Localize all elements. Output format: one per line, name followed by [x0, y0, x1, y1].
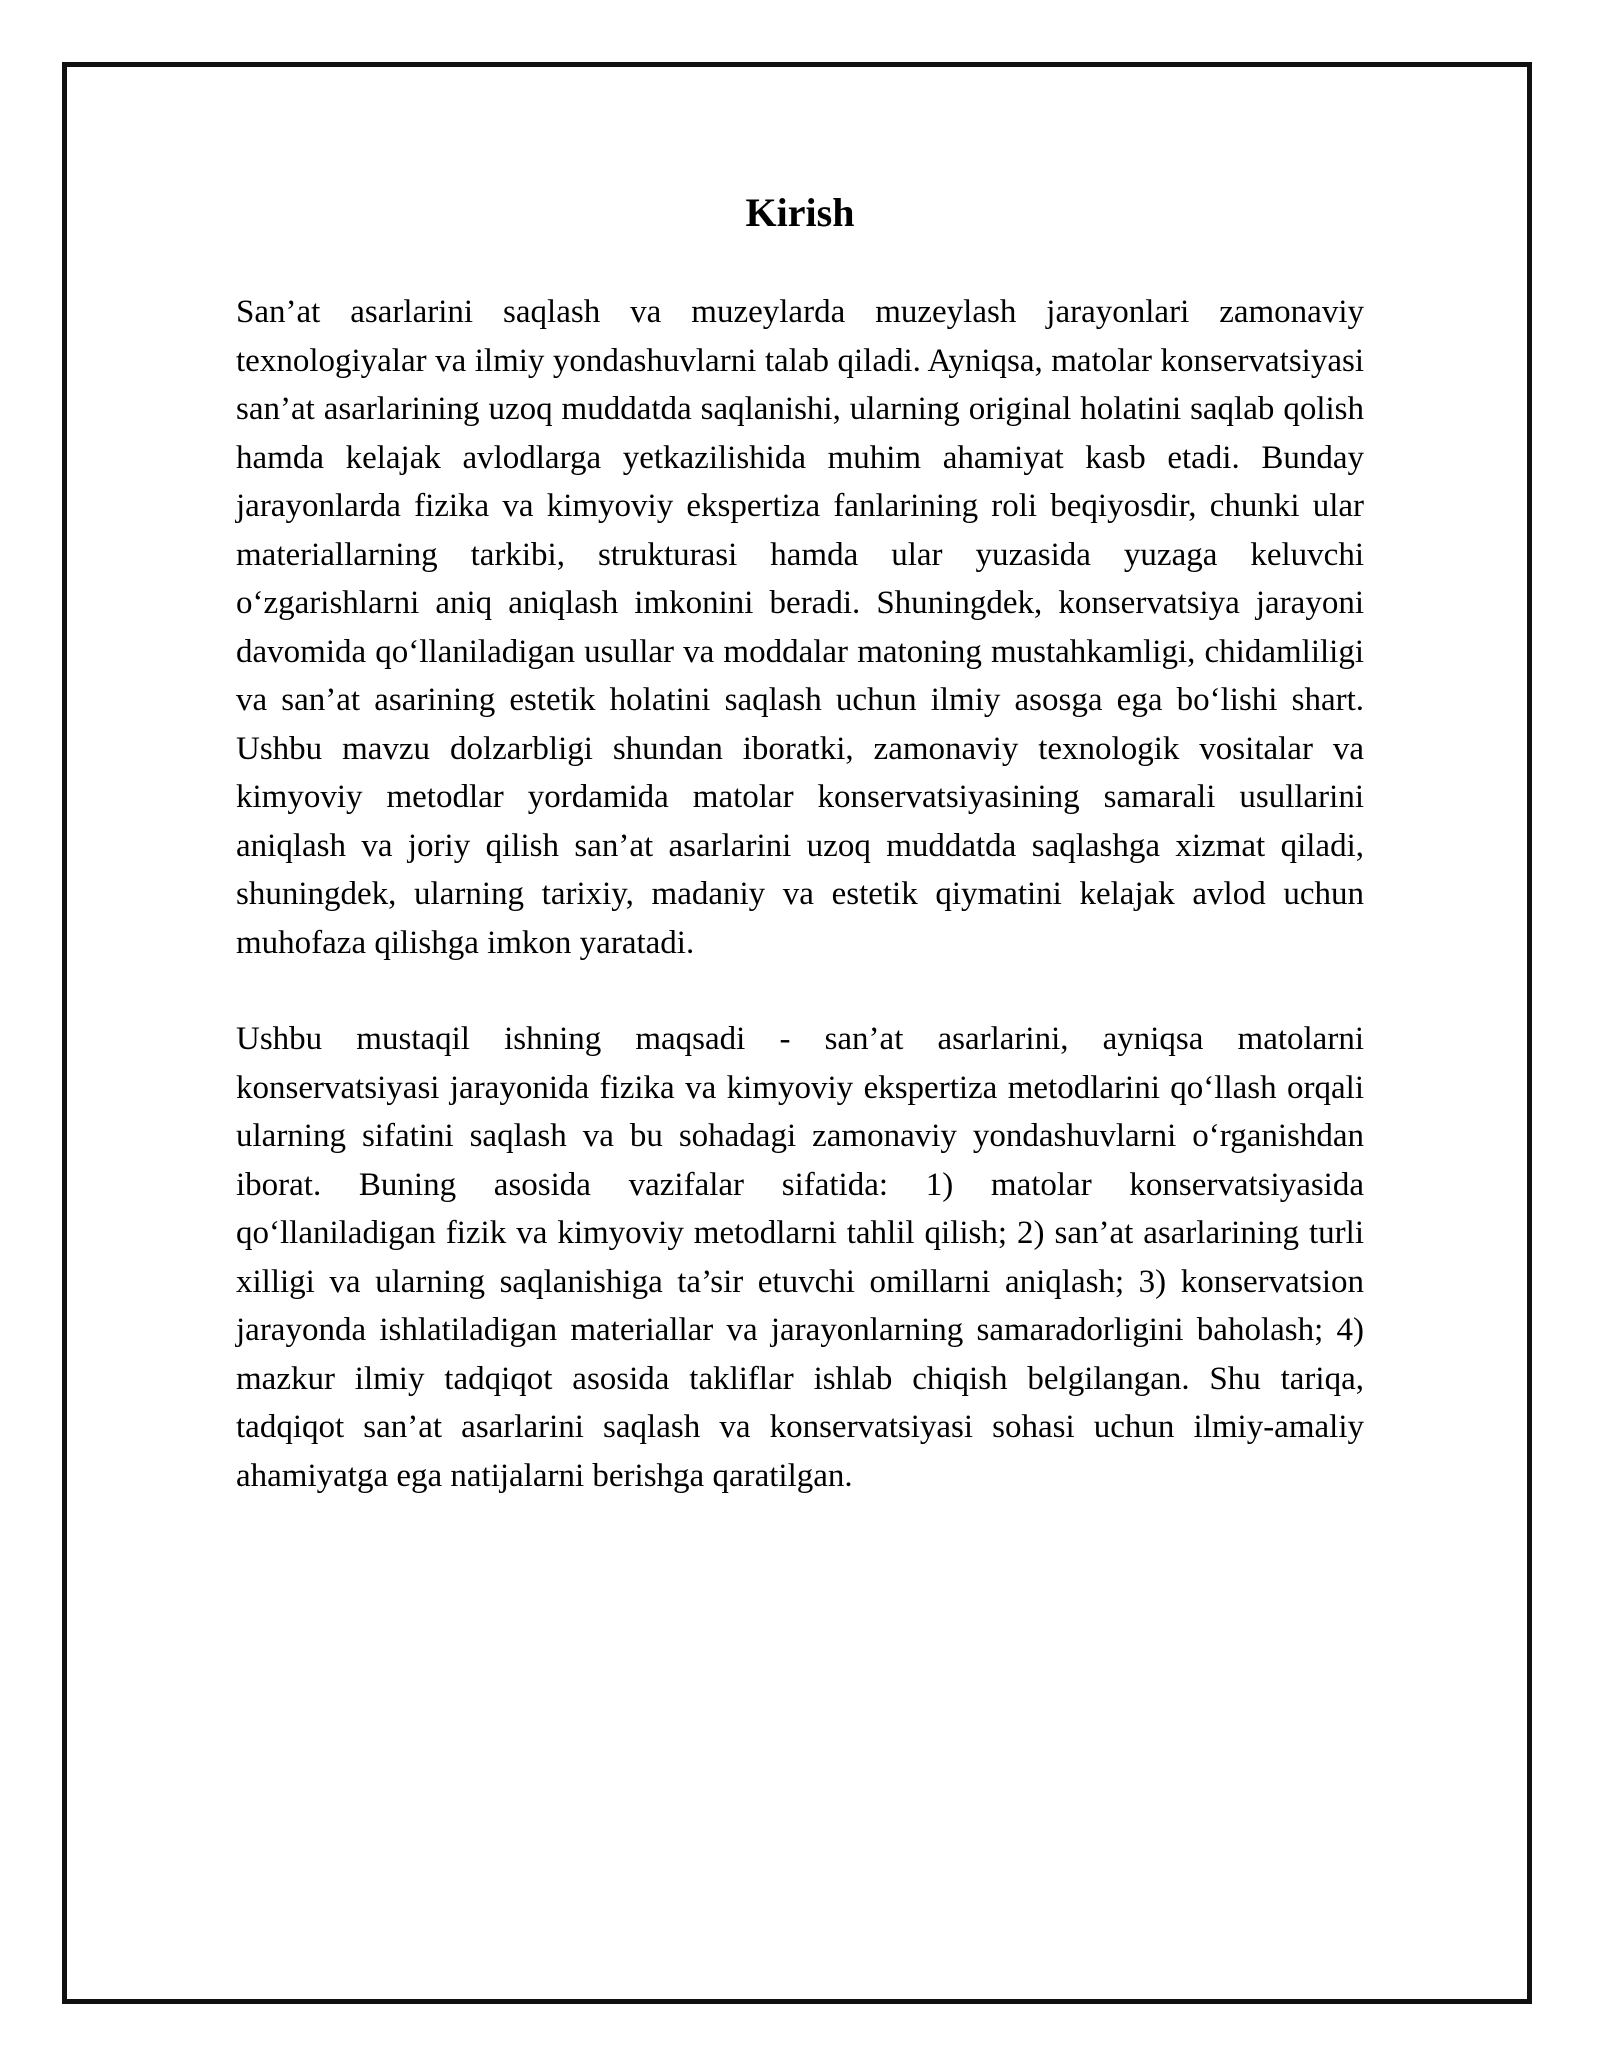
- document-body: [236, 180, 1364, 1548]
- paragraph-intro: San’at asarlarini saqlash va muzeylarda muzeylash jarayonlari zamonaviy texnologiyalar va ilmiy yondashuvlarni talab qiladi. Ayniqsa, matolar konservatsiyasi san’at asarlarining uzoq muddatda saqlanishi, ularning original holatini saqlab qolish hamda kelajak avlodlarga yetkazilishida muhim ahamiyat kasb etadi. Bunday jarayonlarda fizika va kimyoviy ekspertiza fanlarining roli beqiyosdir, chunki ular materiallarning tarkibi, strukturasi hamda ular yuzasida yuzaga keluvchi oʻzgarishlarni aniq aniqlash imkonini beradi. Shuningdek, konservatsiya jarayoni davomida qoʻllaniladigan usullar va moddalar matoning mustahkamligi, chidamliligi va san’at asarining estetik holatini saqlash uchun ilmiy asosga ega boʻlishi shart. Ushbu mavzu dolzarbligi shundan iboratki, zamonaviy texnologik vositalar va kimyoviy metodlar yordamida matolar konservatsiyasining samarali usullarini aniqlash va joriy qilish san’at asarlarini uzoq muddatda saqlashga xizmat qiladi, shuningdek, ularning tarixiy, madaniy va estetik qiymatini kelajak avlod uchun muhofaza qilishga imkon yaratadi.: [236, 294, 1364, 961]
- document-title: Kirish: [745, 190, 855, 235]
- paragraph-goals: Ushbu mustaqil ishning maqsadi - san’at asarlarini, ayniqsa matolarni konservatsiyasi jarayonida fizika va kimyoviy ekspertiza metodlarini qoʻllash orqali ularning sifatini saqlash va bu sohadagi zamonaviy yondashuvlarni oʻrganishdan iborat. Buning asosida vazifalar sifatida: 1) matolar konservatsiyasida qoʻllaniladigan fizik va kimyoviy metodlarni tahlil qilish; 2) san’at asarlarining turli xilligi va ularning saqlanishiga ta’sir etuvchi omillarni aniqlash; 3) konservatsion jarayonda ishlatiladigan materiallar va jarayonlarning samaradorligini baholash; 4) mazkur ilmiy tadqiqot asosida takliflar ishlab chiqish belgilangan. Shu tariqa, tadqiqot san’at asarlarini saqlash va konservatsiyasi sohasi uchun ilmiy-amaliy ahamiyatga ega natijalarni berishga qaratilgan.: [236, 1021, 1364, 1494]
